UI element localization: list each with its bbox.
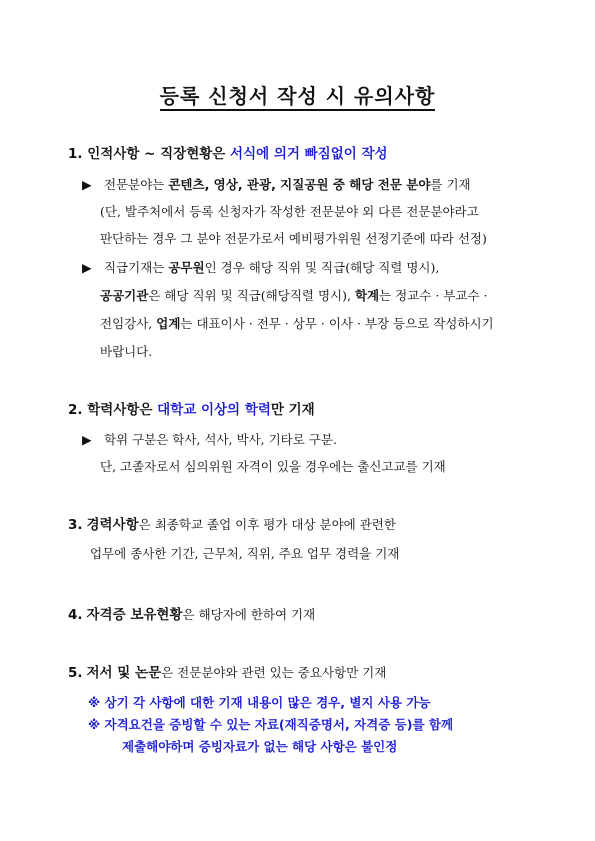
section-2-item <box>82 432 337 448</box>
arrow-bullet-icon: ▶ <box>82 177 92 192</box>
section-5-text: 은 전문분야와 관련 있는 중요사항만 기재 <box>161 665 387 680</box>
note-mark-icon: ※ <box>88 717 101 732</box>
section-2-number: 2. <box>68 402 83 418</box>
section-1-item-b <box>82 260 439 276</box>
section-2-heading-blue: 대학교 이상의 학력 <box>157 402 271 418</box>
section-3-number: 3. <box>68 517 83 533</box>
section-5-number: 5. <box>68 665 83 681</box>
note-2-text-line2: 제출해야하며 증빙자료가 없는 해당 사항은 불인정 <box>122 739 398 754</box>
section-4-heading-bold: 자격증 보유현황 <box>86 607 183 623</box>
section-2-heading-black2: 만 기재 <box>270 402 315 418</box>
item-b-pre: 직급기재는 <box>103 260 165 275</box>
section-3-text2: 업무에 종사한 기간, 근무처, 직위, 주요 업무 경력을 기재 <box>90 546 400 561</box>
section-2-heading <box>68 402 315 418</box>
item-a-bold: 콘텐츠, 영상, 관광, 지질공원 중 해당 전문 분야 <box>168 177 431 192</box>
page-title <box>0 80 595 109</box>
section-1-item-a-line3: 판단하는 경우 그 분야 전문가로서 예비평가위원 선정기준에 따라 선정) <box>100 231 487 246</box>
section-3-text1: 은 최종학교 졸업 이후 평가 대상 분야에 관련한 <box>138 517 396 532</box>
arrow-bullet-icon: ▶ <box>82 432 92 447</box>
section-4-heading <box>68 607 315 623</box>
section-3-heading <box>68 517 396 533</box>
note-mark-icon: ※ <box>88 695 101 710</box>
note-1 <box>88 695 431 711</box>
section-1-heading-black: 인적사항 ~ 직장현황은 <box>87 146 226 162</box>
section-1-heading-blue: 서식에 의거 빠짐없이 작성 <box>230 146 388 162</box>
section-5-heading <box>68 665 386 681</box>
item-b-pre4: 전임강사, <box>100 316 153 331</box>
item-b-bold-academia: 학계 <box>354 288 380 303</box>
section-2-line1: 학위 구분은 학사, 석사, 박사, 기타로 구분. <box>103 432 337 447</box>
page-title-text: 등록 신청서 작성 시 유의사항 <box>160 84 436 111</box>
item-a-pre: 전문분야는 <box>103 177 165 192</box>
note-2-text-line1: 자격요건을 증빙할 수 있는 자료(재직증명서, 자격증 등)를 함께 <box>104 717 454 732</box>
note-2 <box>88 717 453 733</box>
arrow-bullet-icon: ▶ <box>82 260 92 275</box>
section-1-number: 1. <box>68 146 83 162</box>
item-b-mid2: 은 해당 직위 및 직급(해당직렬 명시), <box>148 288 351 303</box>
item-a-post: 를 기재 <box>430 177 471 192</box>
section-5-heading-bold: 저서 및 논문 <box>86 665 162 681</box>
section-1-item-a <box>82 177 471 193</box>
section-2-heading-black1: 학력사항은 <box>87 402 153 418</box>
section-1-item-b-line3 <box>100 316 494 332</box>
section-1-heading <box>68 146 388 162</box>
item-b-mid3: 는 정교수 · 부교수 · <box>379 288 488 303</box>
section-1-item-b-line2 <box>100 288 487 304</box>
item-b-mid1: 인 경우 해당 직위 및 직급(해당 직렬 명시), <box>204 260 440 275</box>
item-b-bold-industry: 업계 <box>156 316 181 331</box>
section-3-heading-bold: 경력사항 <box>86 517 139 533</box>
item-b-bold-civil: 공무원 <box>168 260 205 275</box>
item-b-bold-public: 공공기관 <box>100 288 149 303</box>
section-1-item-a-line2: (단, 발주처에서 등록 신청자가 작성한 전문분야 외 다른 전문분야라고 <box>100 204 479 219</box>
section-4-number: 4. <box>68 607 83 623</box>
note-1-text: 상기 각 사항에 대한 기재 내용이 많은 경우, 별지 사용 가능 <box>104 695 431 710</box>
section-2-line2: 단, 고졸자로서 심의위원 자격이 있을 경우에는 출신고교를 기재 <box>100 459 446 474</box>
section-1-item-b-line4: 바랍니다. <box>100 344 153 359</box>
item-b-mid4: 는 대표이사 · 전무 · 상무 · 이사 · 부장 등으로 작성하시기 <box>180 316 494 331</box>
section-4-text: 은 해당자에 한하여 기재 <box>182 607 316 622</box>
